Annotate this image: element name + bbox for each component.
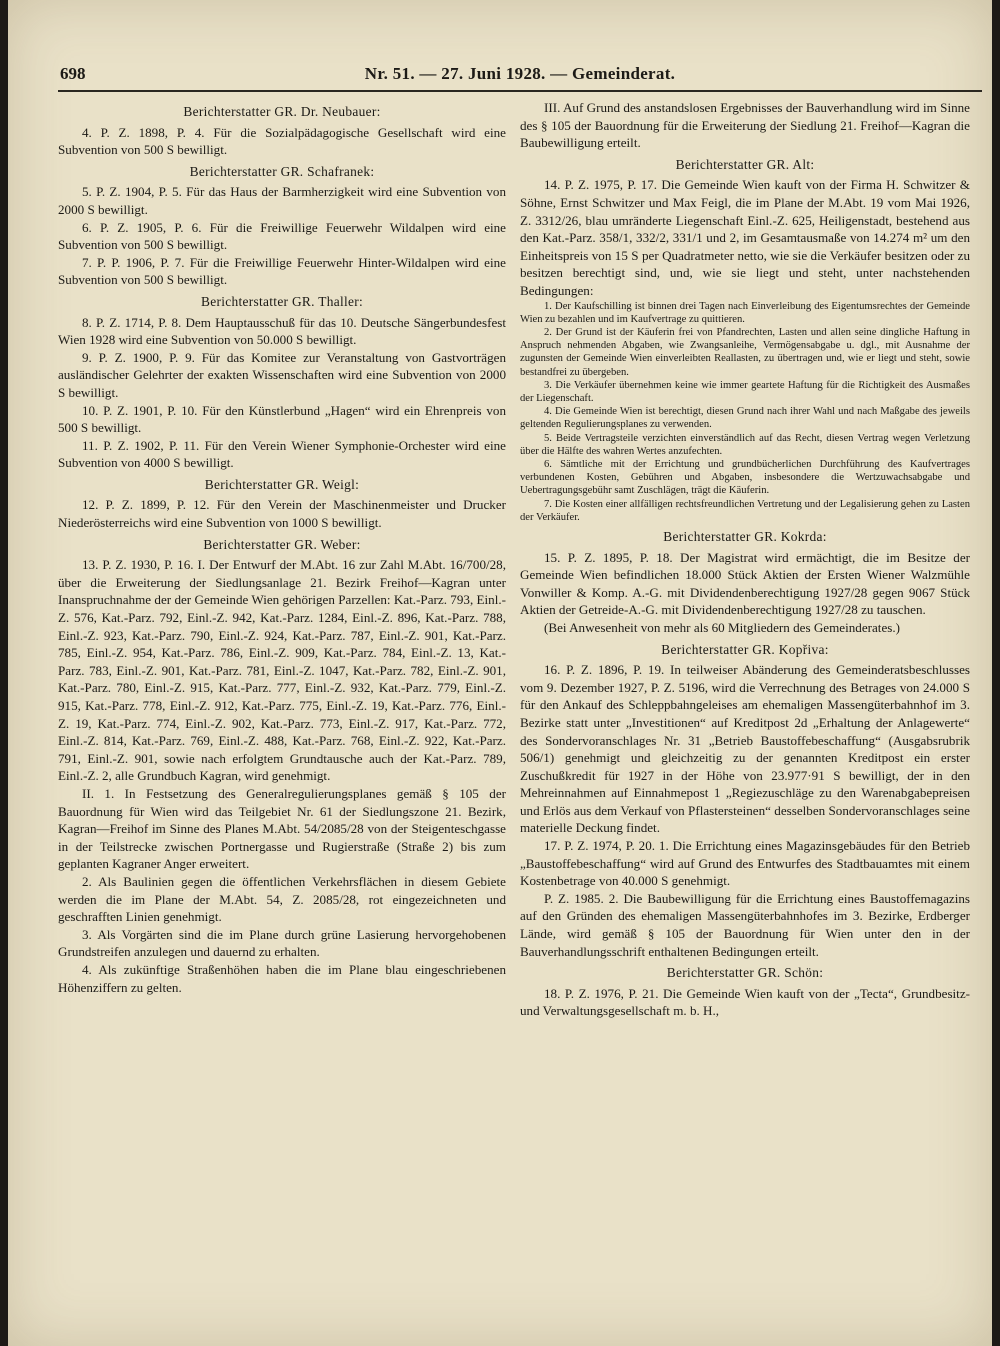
rapporteur-heading: Berichterstatter GR. Alt: <box>675 156 815 172</box>
resolution-paragraph: P. Z. 1985. 2. Die Baubewilligung für die Errichtung eines Baustoffemagazins auf den Gründen des ehemaligen Massengüterbahnhofes im 3. Bezirke, Erdberger Lände, wird gemäß § 105 der Bauordnung für Wien unter den in der Bauverhandlungsschrift enthaltenen Bedingungen erteilt. <box>520 890 970 959</box>
rapporteur-heading: Berichterstatter GR. Dr. Neubauer: <box>183 104 381 119</box>
resolution-paragraph: 3. Als Vorgärten sind die im Plane durch grüne Lasierung hervorgehobenen Grundstreifen anzulegen und dauernd zu erhalten. <box>58 926 506 960</box>
condition-item: 6. Sämtliche mit der Errichtung und grundbücherlichen Durchführung des Kaufvertrages verbundenen Kosten, Gebühren und Abgaben, insbesondere die Wertzuwachsabgabe und Uebertragungsgebühr samt Zuschlägen, trägt die Käuferin. <box>520 458 970 497</box>
resolution-paragraph: 16. P. Z. 1896, P. 19. In teilweiser Abänderung des Gemeinderatsbeschlusses vom 9. Dezember 1927, P. Z. 5196, wird die Verrechnung des Betrages von 24.000 S für den Ankauf des Schleppbahngeleises am ehemaligen Massengüterbahnhof im 3. Bezirke statt unter „Investitionen“ auf Kreditpost 2d „Erhaltung der Anlagewerte“ des Sondervoranschlages Nr. 31 „Betrieb Baustoffebeschaffung“ (Ausgabsrubrik 506/1) genehmigt und gleichzeitig zu der genannten Kreditpost ein erster Zuschußkredit für 1927 in der Höhe von 23.977·91 S bewilligt, der in den Mehreinnahmen auf Einnahmepost 1 „Regiezuschläge zu den Warenabgabepreisen und Erlös aus dem Verkauf von Pflastersteinen“ desselben Sondervoranschlages seine materielle Deckung findet. <box>520 662 970 836</box>
resolution-note: (Bei Anwesenheit von mehr als 60 Mitgliedern des Gemeinderates.) <box>544 619 900 635</box>
rapporteur-heading: Berichterstatter GR. Weber: <box>203 536 361 552</box>
right-column <box>520 99 970 1020</box>
resolution-paragraph: 4. P. Z. 1898, P. 4. Für die Sozialpädagogische Gesellschaft wird eine Subvention von 500 S bewilligt. <box>58 124 506 158</box>
resolution-paragraph: 10. P. Z. 1901, P. 10. Für den Künstlerbund „Hagen“ wird ein Ehrenpreis von 500 S bewilligt. <box>58 402 506 436</box>
rapporteur-heading: Berichterstatter GR. Schafranek: <box>189 163 375 179</box>
resolution-paragraph: 13. P. Z. 1930, P. 16. I. Der Entwurf der M.Abt. 16 zur Zahl M.Abt. 16/700/28, über die Erweiterung der Siedlungsanlage 21. Bezirk Freihof—Kagran unter Inanspruchnahme der der Gemeinde Wien gehörigen Parzellen: Kat.-Parz. 793, Einl.-Z. 576, Kat.-Parz. 792, Einl.-Z. 942, Kat.-Parz. 1284, Einl.-Z. 896, Kat.-Parz. 788, Einl.-Z. 923, Kat.-Parz. 790, Einl.-Z. 924, Kat.-Parz. 787, Einl.-Z. 901, Kat.-Parz. 785, Einl.-Z. 954, Kat.-Parz. 786, Einl.-Z. 909, Kat.-Parz. 784, Einl.-Z. 13, Kat.-Parz. 783, Einl.-Z. 901, Kat.-Parz. 781, Einl.-Z. 1047, Kat.-Parz. 782, Einl.-Z. 901, Kat.-Parz. 780, Einl.-Z. 915, Kat.-Parz. 777, Einl.-Z. 932, Kat.-Parz. 779, Einl.-Z. 915, Kat.-Parz. 778, Einl.-Z. 912, Kat.-Parz. 775, Einl.-Z. 19, Kat.-Parz. 776, Einl.-Z. 19, Kat.-Parz. 774, Einl.-Z. 902, Kat.-Parz. 773, Einl.-Z. 917, Kat.-Parz. 772, Einl.-Z. 814, Kat.-Parz. 769, Einl.-Z. 488, Kat.-Parz. 768, Einl.-Z. 922, Kat.-Parz. 791, Einl.-Z. 901, sowie nach erfolgtem Grundtausche auch der Kat.-Parz. 789, Einl.-Z. 2, alle Grundbuch Kagran, wird genehmigt. <box>58 557 506 784</box>
rapporteur-heading: Berichterstatter GR. Kokrda: <box>663 528 827 544</box>
condition-item: 5. Beide Vertragsteile verzichten einverständlich auf das Recht, diesen Vertrag wegen Verletzung über die Hälfte des wahren Wertes anzufechten. <box>520 432 970 457</box>
resolution-paragraph: 8. P. Z. 1714, P. 8. Dem Hauptausschuß für das 10. Deutsche Sängerbundesfest Wien 1928 wird eine Subvention von 50.000 S bewilligt. <box>58 314 506 348</box>
left-column <box>58 99 506 996</box>
resolution-paragraph: 7. P. P. 1906, P. 7. Für die Freiwillige Feuerwehr Hinter-Wildalpen wird eine Subvention von 500 S bewilligt. <box>58 254 506 288</box>
resolution-paragraph: 18. P. Z. 1976, P. 21. Die Gemeinde Wien kauft von der „Tecta“, Grundbesitz- und Verwaltungsgesellschaft m. b. H., <box>520 985 970 1019</box>
running-title: Nr. 51. — 27. Juni 1928. — Gemeinderat. <box>364 64 676 83</box>
condition-item: 2. Der Grund ist der Käuferin frei von Pfandrechten, Lasten und allen seine dingliche Haftung in Anspruch nehmenden Abgaben, wie Zwangsanleihe, Vermögensabgabe u. dgl., mit Ausnahme der zugunsten der Gemeinde Wien einverleibten Reallasten, zu übertragen und, wie er liegt und steht, sowie bestandfrei zu übergeben. <box>520 326 970 378</box>
newspaper-page <box>8 0 992 1346</box>
rapporteur-heading: Berichterstatter GR. Schön: <box>666 965 824 981</box>
resolution-paragraph: 4. Als zukünftige Straßenhöhen haben die im Plane blau eingeschriebenen Höhenziffern zu gelten. <box>58 961 506 995</box>
resolution-paragraph: 17. P. Z. 1974, P. 20. 1. Die Errichtung eines Magazinsgebäudes für den Betrieb „Baustoffebeschaffung“ wird auf Grund des Entwurfes des Stadtbauamtes mit einem Kostenbetrage von 40.000 S genehmigt. <box>520 838 970 889</box>
resolution-paragraph: 14. P. Z. 1975, P. 17. Die Gemeinde Wien kauft von der Firma H. Schwitzer & Söhne, Ernst Schwitzer und Max Feigl, die im Plane der M.Abt. 19 vom Mai 1926, Z. 3312/26, blau umränderte Liegenschaft Einl.-Z. 625, Heiligenstadt, bestehend aus den Kat.-Parz. 358/1, 332/2, 331/1 und 2, im Gesamtausmaße von 14.274 m² um den Einheitspreis von 15 S per Quadratmeter netto, wie sie die Verkäufer besitzen oder zu besitzen berechtigt sind, und, wie sie liegt und steht, unter nachstehenden Bedingungen: <box>520 177 970 298</box>
condition-item: 4. Die Gemeinde Wien ist berechtigt, diesen Grund nach ihrer Wahl und nach Maßgabe des jeweils geltenden Regulierungsplanes zu verwenden. <box>520 406 970 431</box>
resolution-paragraph: 15. P. Z. 1895, P. 18. Der Magistrat wird ermächtigt, die im Besitze der Gemeinde Wien befindlichen 18.000 Stück Aktien der Ersten Wiener Walzmühle Vonwiller & Komp. A.-G. mit Dividendenberechtigung 1927/28 gegen 9067 Stück Aktien der Getreide-A.-G. mit Dividendenberechtigung 1927/28 zu tauschen. <box>520 549 970 618</box>
resolution-paragraph: III. Auf Grund des anstandslosen Ergebnisses der Bauverhandlung wird im Sinne des § 105 der Bauordnung für die Erweiterung der Siedlung 21. Freihof—Kagran die Baubewilligung erteilt. <box>520 100 970 151</box>
resolution-paragraph: 2. Als Baulinien gegen die öffentlichen Verkehrsflächen in diesem Gebiete werden die im Plane der M.Abt. 54, Z. 2085/28, rot eingezeichneten und geschrafften Linien genehmigt. <box>58 873 506 925</box>
page-header <box>58 60 982 92</box>
resolution-paragraph: 6. P. Z. 1905, P. 6. Für die Freiwillige Feuerwehr Wildalpen wird eine Subvention von 500 S bewilligt. <box>58 219 506 253</box>
rapporteur-heading: Berichterstatter GR. Thaller: <box>200 293 364 309</box>
page-number: 698 <box>60 64 86 83</box>
rapporteur-heading: Berichterstatter GR. Kopřiva: <box>661 641 829 657</box>
condition-item: 3. Die Verkäufer übernehmen keine wie immer geartete Haftung für die Richtigkeit des Ausmaßes der Liegenschaft. <box>520 379 970 404</box>
resolution-paragraph: 12. P. Z. 1899, P. 12. Für den Verein der Maschinenmeister und Drucker Niederösterreichs wird eine Subvention von 1000 S bewilligt. <box>58 497 506 531</box>
resolution-paragraph: 5. P. Z. 1904, P. 5. Für das Haus der Barmherzigkeit wird eine Subvention von 2000 S bewilligt. <box>58 184 506 217</box>
condition-item: 7. Die Kosten einer allfälligen rechtsfreundlichen Vertretung und der Legalisierung gehen zu Lasten der Verkäufer. <box>520 498 970 523</box>
resolution-paragraph: 11. P. Z. 1902, P. 11. Für den Verein Wiener Symphonie-Orchester wird eine Subvention von 4000 S bewilligt. <box>58 437 506 471</box>
resolution-paragraph: 9. P. Z. 1900, P. 9. Für das Komitee zur Veranstaltung von Gastvorträgen ausländischer Gelehrter der exakten Wissenschaften wird eine Subvention von 2000 S bewilligt. <box>58 349 506 400</box>
resolution-paragraph: II. 1. In Festsetzung des Generalregulierungsplanes gemäß § 105 der Bauordnung für Wien wird das Teilgebiet Nr. 61 der Siedlungszone 21. Bezirk, Kagran—Freihof im Sinne des Planes M.Abt. 54/2085/28 von der Steigenteschgasse in der Teilstrecke zwischen Portnergasse und Rugierstraße (Straße 2) bis zum geplanten Kagraner Anger erweitert. <box>58 785 506 872</box>
condition-item: 1. Der Kaufschilling ist binnen drei Tagen nach Einverleibung des Eigentumsrechtes der Gemeinde Wien zu bezahlen und im Kaufvertrage zu quittieren. <box>520 300 970 325</box>
rapporteur-heading: Berichterstatter GR. Weigl: <box>204 476 360 492</box>
